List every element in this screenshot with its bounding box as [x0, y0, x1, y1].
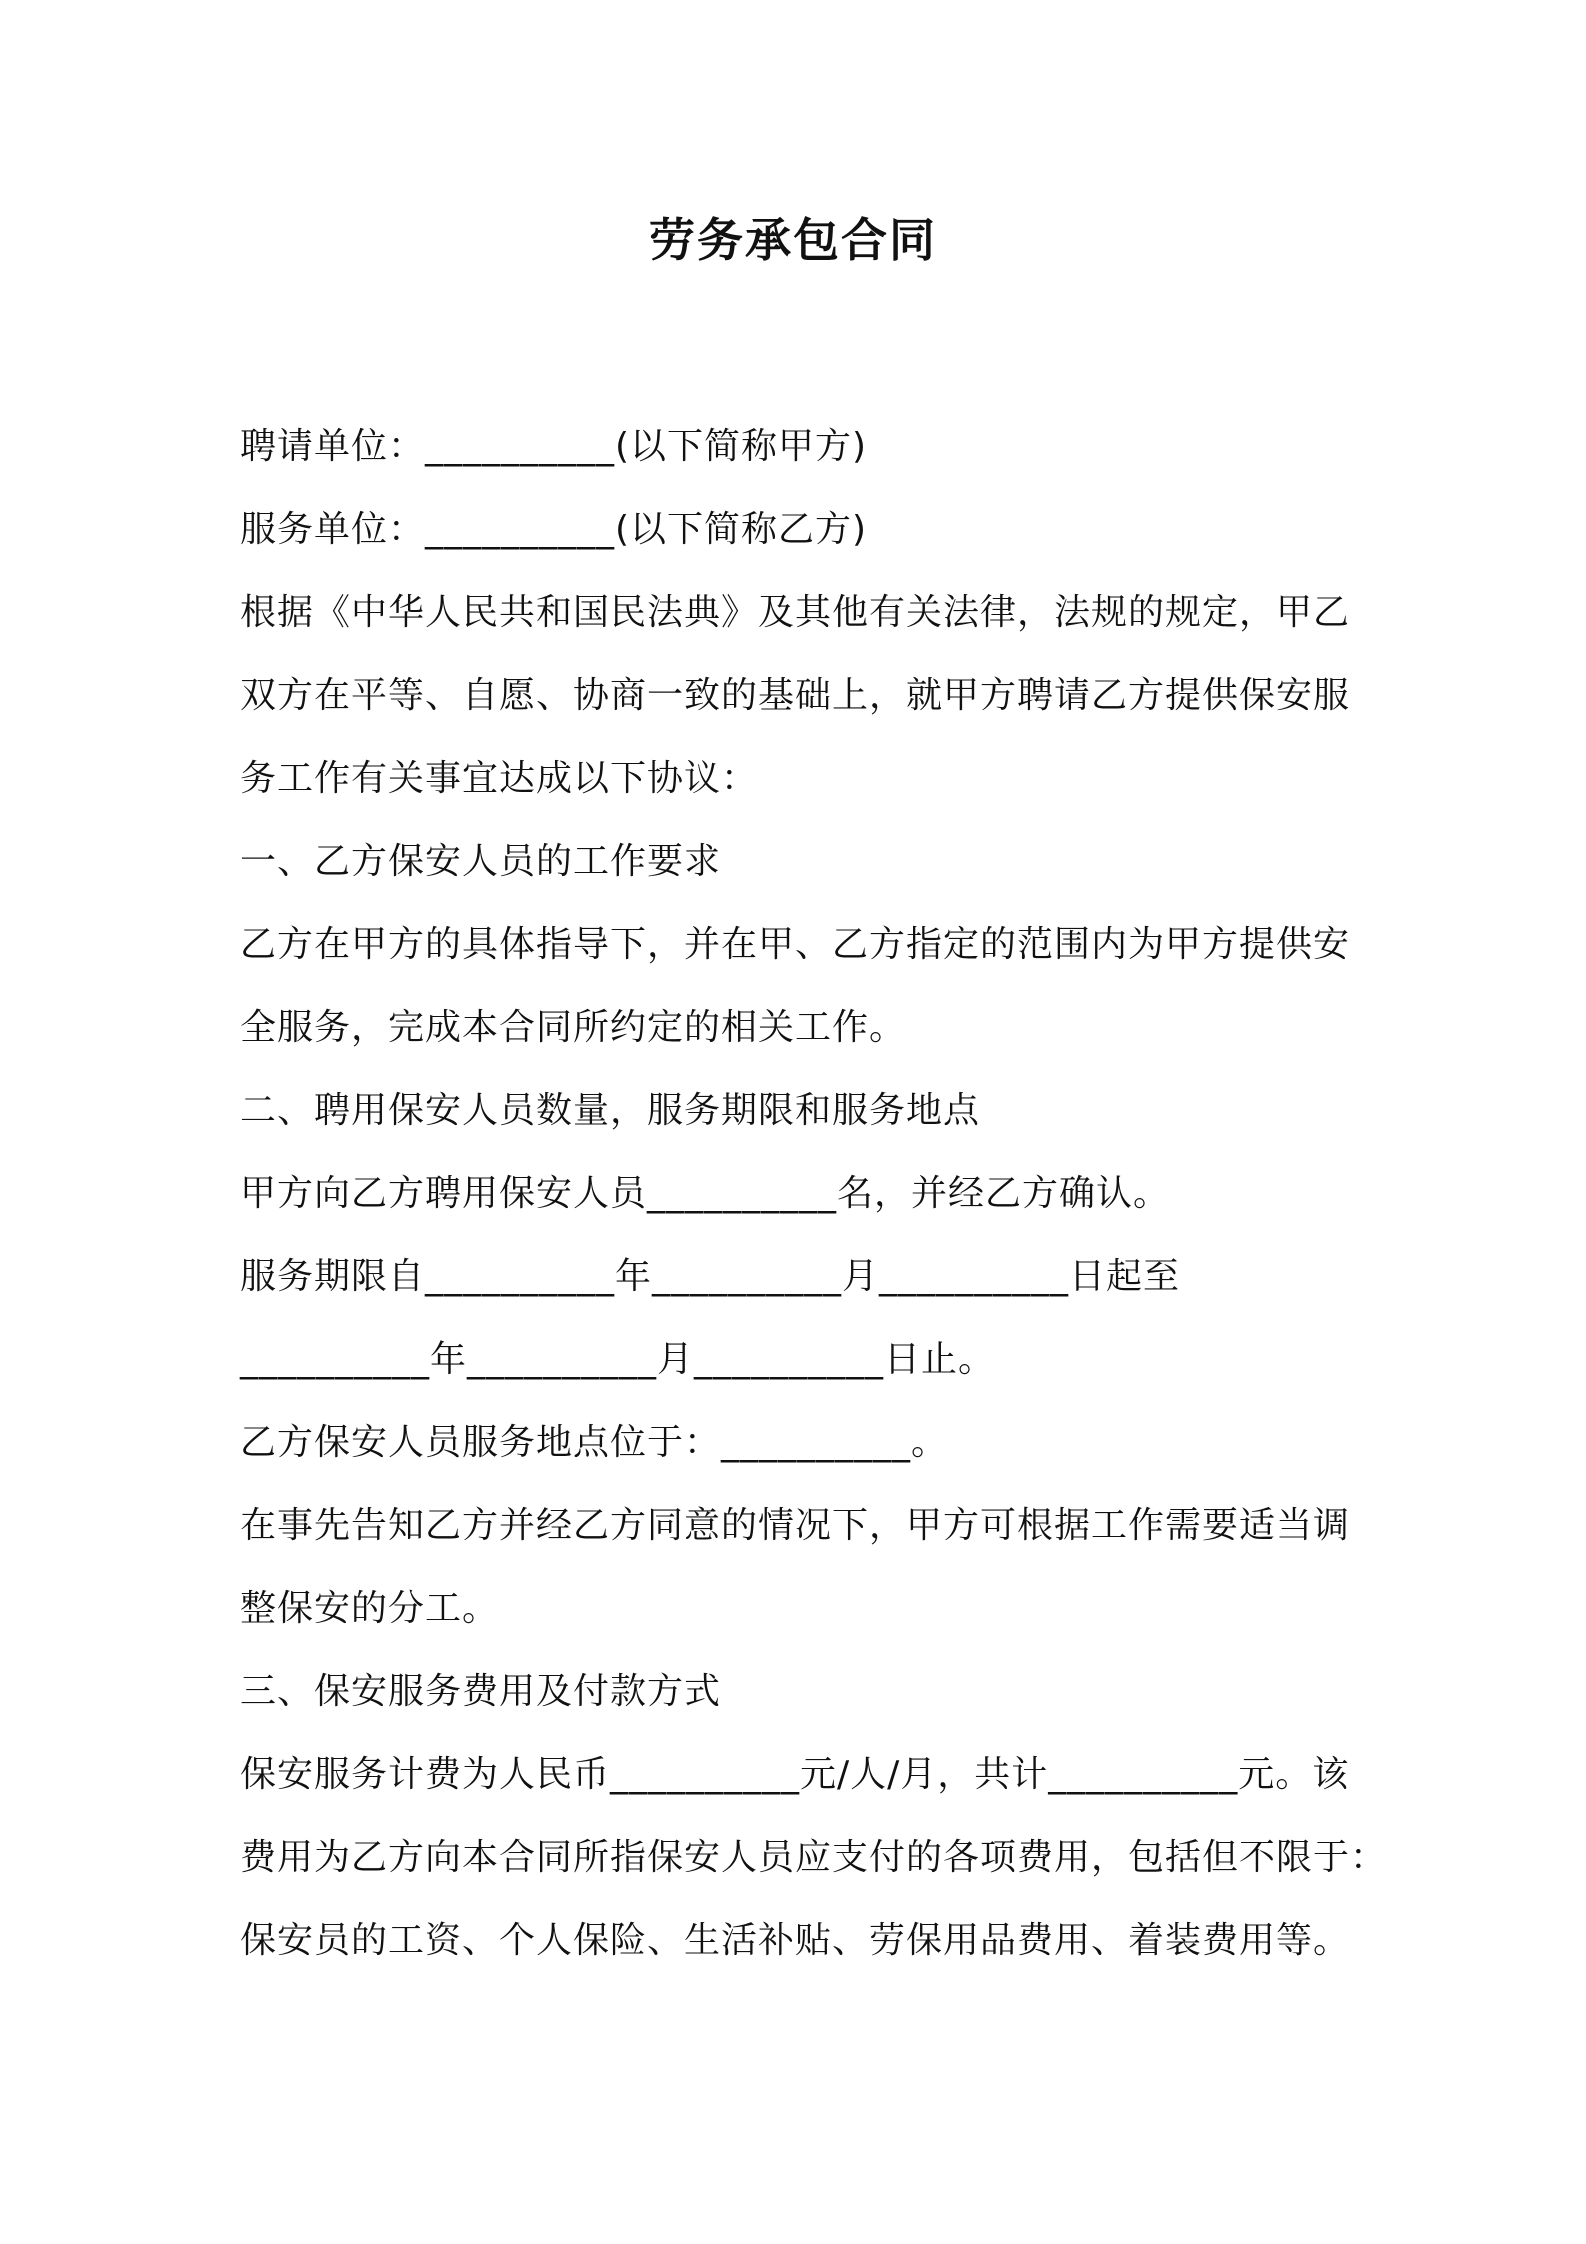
staff-count-line: 甲方向乙方聘用保安人员__________名，并经乙方确认。: [240, 1173, 1171, 1214]
fee-line-2: 费用为乙方向本合同所指保安人员应支付的各项费用，包括但不限于：: [240, 1837, 1388, 1878]
service-location-line: 乙方保安人员服务地点位于：__________。: [240, 1422, 949, 1463]
section-1-heading: 一、乙方保安人员的工作要求: [240, 841, 722, 882]
preamble-line-3: 务工作有关事宜达成以下协议：: [240, 758, 759, 799]
fee-line-1: 保安服务计费为人民币__________元/人/月，共计__________元。该: [240, 1754, 1350, 1795]
section-1-line-2: 全服务，完成本合同所约定的相关工作。: [240, 1007, 907, 1048]
document-body: [240, 405, 1388, 1982]
fee-line-3: 保安员的工资、个人保险、生活补贴、劳保用品费用、着装费用等。: [240, 1920, 1351, 1961]
section-3-heading: 三、保安服务费用及付款方式: [240, 1671, 722, 1712]
preamble-line-2: 双方在平等、自愿、协商一致的基础上，就甲方聘请乙方提供保安服: [240, 675, 1351, 716]
section-1-line-1: 乙方在甲方的具体指导下，并在甲、乙方指定的范围内为甲方提供安: [240, 924, 1351, 965]
service-provider-line: 服务单位：__________(以下简称乙方): [240, 509, 868, 550]
document-title: 劳务承包合同: [649, 213, 937, 267]
service-term-line-2: __________年__________月__________日止。: [240, 1339, 996, 1380]
section-2-heading: 二、聘用保安人员数量，服务期限和服务地点: [240, 1090, 981, 1131]
division-adjustment-line-1: 在事先告知乙方并经乙方同意的情况下，甲方可根据工作需要适当调: [240, 1505, 1351, 1546]
service-term-line-1: 服务期限自__________年__________月__________日起至: [240, 1256, 1181, 1297]
employer-line: 聘请单位：__________(以下简称甲方): [240, 426, 868, 467]
preamble-line-1: 根据《中华人民共和国民法典》及其他有关法律，法规的规定，甲乙: [240, 592, 1351, 633]
division-adjustment-line-2: 整保安的分工。: [240, 1588, 500, 1629]
